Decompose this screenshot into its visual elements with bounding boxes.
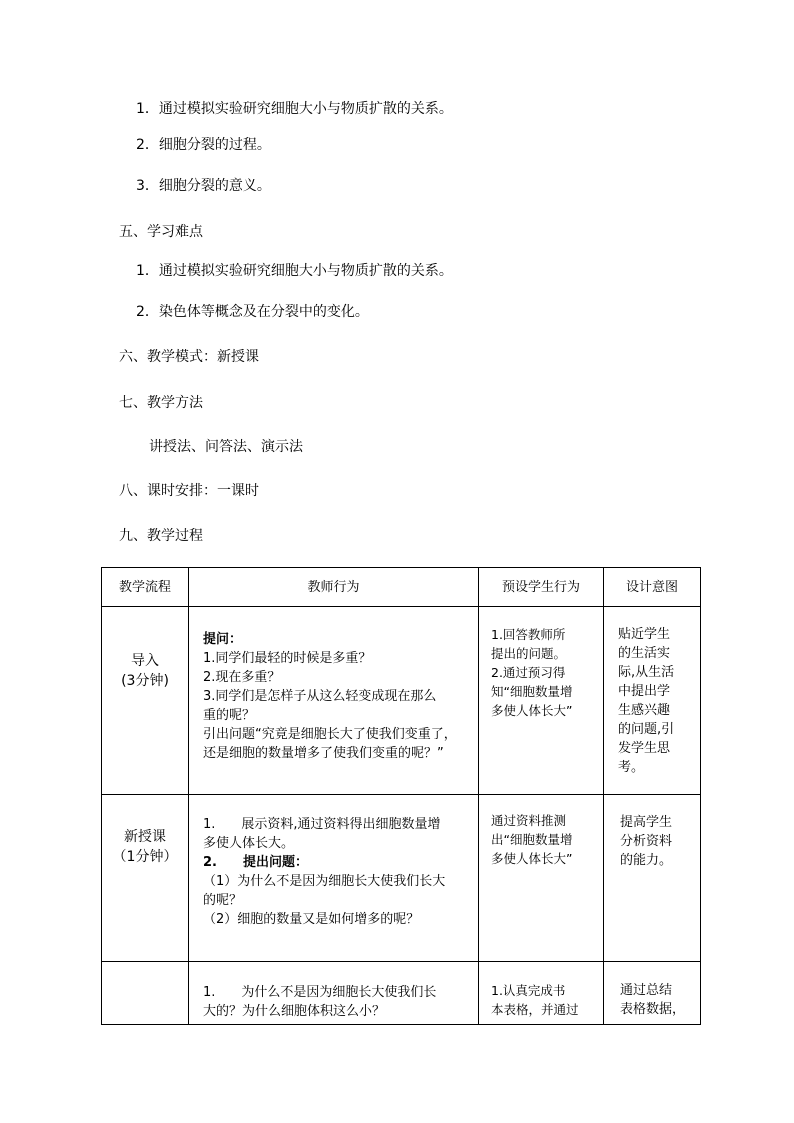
student-line: 1.认真完成书 [491, 983, 566, 998]
teacher-cell [189, 962, 479, 1025]
teacher-line: 2. 提出问题： [203, 855, 308, 870]
intent-line: 的问题,引 [618, 722, 675, 737]
teacher-line: 1. 为什么不是因为细胞长大使我们长 [203, 985, 437, 1000]
teacher-cell [189, 795, 479, 962]
intent-cell [604, 795, 701, 962]
stage-time: (3分钟) [121, 673, 169, 689]
intent-line: 的能力。 [620, 853, 673, 868]
teacher-line: 重的呢？ [203, 708, 256, 723]
student-line: 本表格，并通过 [491, 1002, 579, 1017]
intent-line: 发学生思 [618, 741, 671, 756]
student-cell [479, 607, 604, 795]
difficulty-point-1: 1．通过模拟实验研究细胞大小与物质扩散的关系。 [136, 263, 453, 279]
method-heading: 七、教学方法 [119, 395, 203, 411]
difficulty-point-2: 2．染色体等概念及在分裂中的变化。 [136, 304, 369, 320]
student-line: 多使人体长大” [491, 851, 573, 866]
table-row [102, 795, 701, 962]
intent-line: 生感兴趣 [618, 703, 671, 718]
stage-time: （1分钟） [112, 849, 178, 865]
teacher-cell [189, 607, 479, 795]
student-line: 2.通过预习得 [491, 665, 566, 680]
teacher-line: 多使人体长大。 [203, 836, 295, 851]
teacher-line: 1. 展示资料,通过资料得出细胞数量增 [203, 817, 441, 832]
intent-line: 中提出学 [618, 684, 671, 699]
teacher-line: 提问： [203, 632, 243, 647]
intent-cell [604, 607, 701, 795]
schedule-line: 八、课时安排：一课时 [119, 483, 259, 499]
teacher-line: 的呢？ [203, 893, 243, 908]
teacher-line: 引出问题“究竟是细胞长大了使我们变重了， [203, 727, 457, 742]
intent-line: 的生活实 [618, 646, 671, 661]
process-table [101, 567, 701, 1025]
student-cell [479, 962, 604, 1025]
intent-line: 表格数据， [620, 1002, 686, 1017]
teacher-line: 还是细胞的数量增多了使我们变重的呢？” [203, 746, 444, 761]
table-header-row [102, 568, 701, 607]
process-heading: 九、教学过程 [119, 528, 203, 544]
intent-cell [604, 962, 701, 1025]
header-teacher: 教师行为 [189, 568, 479, 607]
teacher-line: 3.同学们是怎样子从这么轻变成现在那么 [203, 689, 437, 704]
intent-line: 提高学生 [620, 815, 673, 830]
intent-line: 贴近学生 [618, 627, 671, 642]
student-line: 知“细胞数量增 [491, 684, 573, 699]
student-line: 1.回答教师所 [491, 627, 566, 642]
student-line: 出“细胞数量增 [491, 832, 573, 847]
header-flow: 教学流程 [102, 568, 189, 607]
student-cell [479, 795, 604, 962]
intent-line: 分析资料 [620, 834, 673, 849]
difficulty-heading: 五、学习难点 [119, 224, 203, 240]
method-text: 讲授法、问答法、演示法 [149, 439, 303, 455]
student-line: 多使人体长大” [491, 703, 573, 718]
intent-line: 通过总结 [620, 983, 673, 998]
intent-line: 际,从生活 [618, 665, 675, 680]
stage-cell [102, 962, 189, 1025]
teacher-line: 大的？为什么细胞体积这么小？ [203, 1004, 386, 1019]
student-line: 提出的问题。 [491, 646, 567, 661]
student-line: 通过资料推测 [491, 813, 567, 828]
table-row [102, 607, 701, 795]
teacher-line: 1.同学们最轻的时候是多重？ [203, 651, 372, 666]
teacher-line: 2.现在多重？ [203, 670, 281, 685]
key-point-1: 1．通过模拟实验研究细胞大小与物质扩散的关系。 [136, 101, 453, 117]
stage-label: 新授课 [124, 829, 166, 845]
table-row [102, 962, 701, 1025]
stage-label: 导入 [131, 653, 159, 669]
key-point-2: 2．细胞分裂的过程。 [136, 137, 271, 153]
mode-line: 六、教学模式：新授课 [119, 349, 259, 365]
header-student: 预设学生行为 [479, 568, 604, 607]
key-point-3: 3．细胞分裂的意义。 [136, 178, 271, 194]
teacher-line: （2）细胞的数量又是如何增多的呢？ [203, 912, 420, 927]
stage-cell [102, 795, 189, 962]
teacher-line: （1）为什么不是因为细胞长大使我们长大 [203, 874, 446, 889]
stage-cell [102, 607, 189, 795]
header-intent: 设计意图 [604, 568, 701, 607]
intent-line: 考。 [618, 760, 645, 775]
